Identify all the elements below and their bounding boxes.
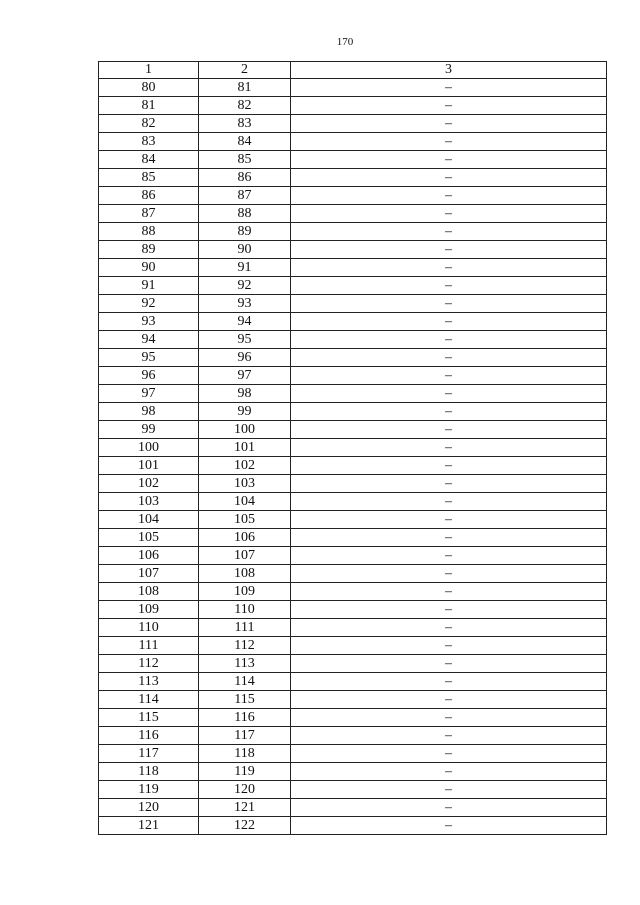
table-cell-col3: – — [291, 601, 607, 619]
table-cell-col3: – — [291, 493, 607, 511]
table-cell-col1: 108 — [99, 583, 199, 601]
table-cell-col1: 83 — [99, 133, 199, 151]
table-row — [99, 277, 607, 295]
table-row — [99, 529, 607, 547]
table-cell-col2: 97 — [199, 367, 291, 385]
table-cell-col3: – — [291, 457, 607, 475]
table-cell-col3: – — [291, 97, 607, 115]
table-row — [99, 691, 607, 709]
table-row — [99, 187, 607, 205]
table-row — [99, 781, 607, 799]
table-cell-col2: 91 — [199, 259, 291, 277]
table-cell-col1: 84 — [99, 151, 199, 169]
table-cell-col1: 80 — [99, 79, 199, 97]
table-cell-col3: – — [291, 187, 607, 205]
table-row — [99, 331, 607, 349]
table-cell-col1: 96 — [99, 367, 199, 385]
table-cell-col3: – — [291, 259, 607, 277]
table-cell-col2: 122 — [199, 817, 291, 835]
table-row — [99, 259, 607, 277]
table-cell-col3: – — [291, 781, 607, 799]
table-cell-col3: – — [291, 151, 607, 169]
table-cell-col3: – — [291, 367, 607, 385]
table-cell-col1: 89 — [99, 241, 199, 259]
table-cell-col3: – — [291, 331, 607, 349]
table-cell-col2: 95 — [199, 331, 291, 349]
table-row — [99, 619, 607, 637]
table-row — [99, 457, 607, 475]
table-cell-col1: 121 — [99, 817, 199, 835]
table-cell-col3: – — [291, 115, 607, 133]
table-cell-col3: – — [291, 529, 607, 547]
table-cell-col2: 100 — [199, 421, 291, 439]
table-cell-col1: 91 — [99, 277, 199, 295]
table-cell-col1: 107 — [99, 565, 199, 583]
table-row — [99, 241, 607, 259]
table-cell-col2: 86 — [199, 169, 291, 187]
table-cell-col3: – — [291, 619, 607, 637]
table-row — [99, 367, 607, 385]
table-row — [99, 727, 607, 745]
table-cell-col1: 109 — [99, 601, 199, 619]
table-cell-col2: 110 — [199, 601, 291, 619]
table-row — [99, 799, 607, 817]
table-cell-col3: – — [291, 241, 607, 259]
table-row — [99, 349, 607, 367]
table-cell-col3: – — [291, 349, 607, 367]
table-cell-col3: – — [291, 745, 607, 763]
table-body — [99, 79, 607, 835]
table-cell-col2: 81 — [199, 79, 291, 97]
table-cell-col3: – — [291, 79, 607, 97]
table-cell-col1: 119 — [99, 781, 199, 799]
table-cell-col3: – — [291, 637, 607, 655]
table-cell-col2: 105 — [199, 511, 291, 529]
table-row — [99, 583, 607, 601]
table-row — [99, 169, 607, 187]
table-row — [99, 151, 607, 169]
table-cell-col1: 88 — [99, 223, 199, 241]
table-cell-col1: 87 — [99, 205, 199, 223]
table-cell-col3: – — [291, 133, 607, 151]
table-cell-col3: – — [291, 403, 607, 421]
table-cell-col1: 95 — [99, 349, 199, 367]
table-cell-col1: 114 — [99, 691, 199, 709]
table-cell-col1: 110 — [99, 619, 199, 637]
table-cell-col2: 121 — [199, 799, 291, 817]
table-cell-col2: 118 — [199, 745, 291, 763]
table-cell-col2: 116 — [199, 709, 291, 727]
table-cell-col1: 90 — [99, 259, 199, 277]
table-row — [99, 205, 607, 223]
table-cell-col3: – — [291, 223, 607, 241]
table-cell-col2: 84 — [199, 133, 291, 151]
table-cell-col2: 104 — [199, 493, 291, 511]
column-header-1: 1 — [99, 62, 199, 79]
column-header-2: 2 — [199, 62, 291, 79]
table-row — [99, 97, 607, 115]
table-cell-col2: 120 — [199, 781, 291, 799]
table-cell-col1: 120 — [99, 799, 199, 817]
table-cell-col2: 106 — [199, 529, 291, 547]
table-cell-col1: 112 — [99, 655, 199, 673]
table-cell-col1: 81 — [99, 97, 199, 115]
table-cell-col3: – — [291, 691, 607, 709]
table-row — [99, 565, 607, 583]
table-cell-col1: 100 — [99, 439, 199, 457]
table-cell-col2: 119 — [199, 763, 291, 781]
table-cell-col1: 98 — [99, 403, 199, 421]
table-cell-col1: 106 — [99, 547, 199, 565]
table-cell-col2: 83 — [199, 115, 291, 133]
table-cell-col2: 87 — [199, 187, 291, 205]
table-row — [99, 295, 607, 313]
table-cell-col1: 104 — [99, 511, 199, 529]
table-row — [99, 655, 607, 673]
table-cell-col1: 117 — [99, 745, 199, 763]
table-cell-col2: 102 — [199, 457, 291, 475]
table-row — [99, 133, 607, 151]
table-cell-col1: 82 — [99, 115, 199, 133]
table-row — [99, 637, 607, 655]
table-cell-col3: – — [291, 385, 607, 403]
table-cell-col3: – — [291, 511, 607, 529]
table-cell-col2: 111 — [199, 619, 291, 637]
table-row — [99, 763, 607, 781]
table-cell-col3: – — [291, 799, 607, 817]
table-row — [99, 601, 607, 619]
table-cell-col2: 113 — [199, 655, 291, 673]
table-row — [99, 79, 607, 97]
table-row — [99, 511, 607, 529]
table-cell-col3: – — [291, 565, 607, 583]
table-cell-col3: – — [291, 421, 607, 439]
table-cell-col2: 101 — [199, 439, 291, 457]
page-number: 170 — [336, 36, 354, 48]
table-cell-col1: 85 — [99, 169, 199, 187]
table-row — [99, 403, 607, 421]
table-row — [99, 673, 607, 691]
table-cell-col1: 92 — [99, 295, 199, 313]
table-cell-col2: 117 — [199, 727, 291, 745]
table-cell-col2: 107 — [199, 547, 291, 565]
table-cell-col2: 90 — [199, 241, 291, 259]
table-cell-col3: – — [291, 547, 607, 565]
table-cell-col3: – — [291, 295, 607, 313]
table-cell-col2: 112 — [199, 637, 291, 655]
table-cell-col3: – — [291, 763, 607, 781]
table-cell-col2: 99 — [199, 403, 291, 421]
table-cell-col1: 116 — [99, 727, 199, 745]
table-cell-col3: – — [291, 673, 607, 691]
table-row — [99, 475, 607, 493]
table-cell-col2: 88 — [199, 205, 291, 223]
table-cell-col2: 92 — [199, 277, 291, 295]
table-row — [99, 421, 607, 439]
table-cell-col1: 102 — [99, 475, 199, 493]
table-row — [99, 313, 607, 331]
table-cell-col1: 94 — [99, 331, 199, 349]
table-cell-col3: – — [291, 313, 607, 331]
table-cell-col1: 97 — [99, 385, 199, 403]
table-cell-col3: – — [291, 475, 607, 493]
table-cell-col1: 101 — [99, 457, 199, 475]
table-row — [99, 385, 607, 403]
column-header-3: 3 — [291, 62, 607, 79]
table-cell-col3: – — [291, 169, 607, 187]
table-cell-col1: 118 — [99, 763, 199, 781]
table-cell-col2: 82 — [199, 97, 291, 115]
table-cell-col1: 103 — [99, 493, 199, 511]
table-cell-col3: – — [291, 655, 607, 673]
table-cell-col2: 85 — [199, 151, 291, 169]
table-cell-col3: – — [291, 439, 607, 457]
table-row — [99, 709, 607, 727]
data-table — [98, 61, 607, 835]
table-row — [99, 223, 607, 241]
table-cell-col2: 98 — [199, 385, 291, 403]
table-row — [99, 547, 607, 565]
table-cell-col1: 86 — [99, 187, 199, 205]
table-cell-col2: 93 — [199, 295, 291, 313]
table-cell-col3: – — [291, 205, 607, 223]
table-cell-col2: 89 — [199, 223, 291, 241]
table-cell-col3: – — [291, 727, 607, 745]
table-row — [99, 493, 607, 511]
table-cell-col2: 114 — [199, 673, 291, 691]
table-cell-col3: – — [291, 277, 607, 295]
table-cell-col2: 108 — [199, 565, 291, 583]
table-cell-col1: 99 — [99, 421, 199, 439]
table-cell-col3: – — [291, 583, 607, 601]
table-cell-col2: 94 — [199, 313, 291, 331]
table-cell-col1: 113 — [99, 673, 199, 691]
table-row — [99, 745, 607, 763]
table-cell-col1: 105 — [99, 529, 199, 547]
table-header-row — [99, 62, 607, 79]
table-row — [99, 439, 607, 457]
table-cell-col1: 111 — [99, 637, 199, 655]
table-cell-col2: 109 — [199, 583, 291, 601]
table-cell-col2: 115 — [199, 691, 291, 709]
table-cell-col2: 103 — [199, 475, 291, 493]
table-cell-col3: – — [291, 709, 607, 727]
table-cell-col3: – — [291, 817, 607, 835]
table-cell-col1: 115 — [99, 709, 199, 727]
table-cell-col1: 93 — [99, 313, 199, 331]
table-cell-col2: 96 — [199, 349, 291, 367]
table-row — [99, 115, 607, 133]
table-row — [99, 817, 607, 835]
